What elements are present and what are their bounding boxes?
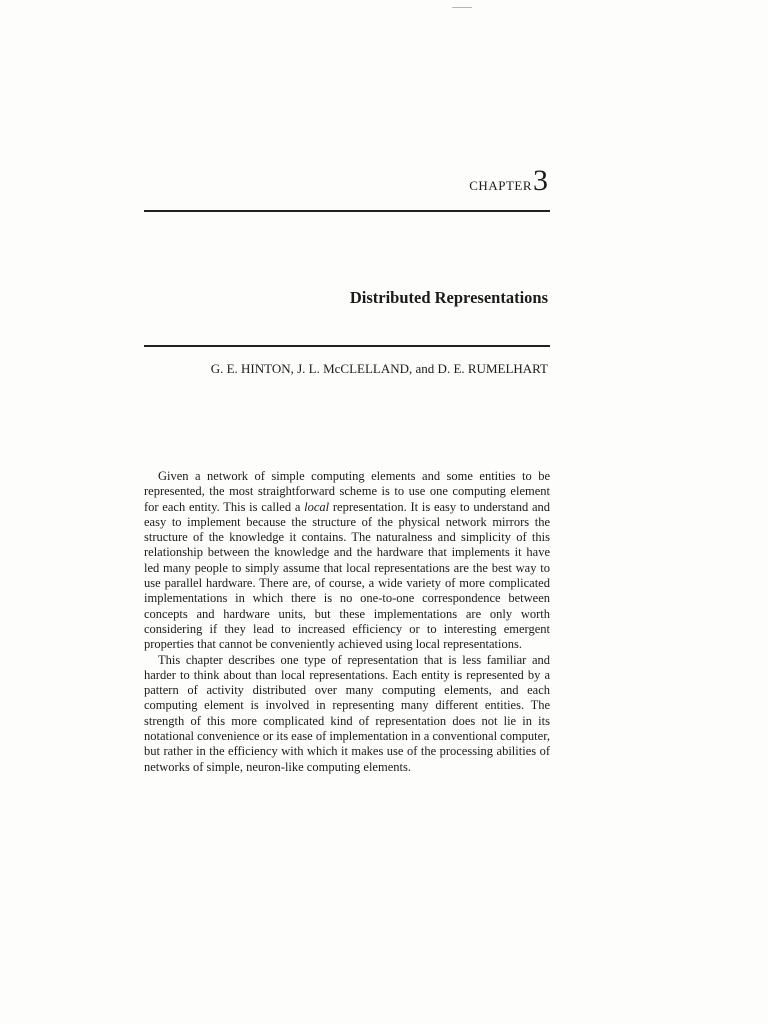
body-paragraph: This chapter describes one type of representation that is less familiar and harder to think about than local representations. Each entity is represented by a pattern of activity distributed over many computing elements, and each computing element is involved in representing many different entities. The strength of this more complicated kind of representation does not lie in its notational convenience or its ease of implementation in a conventional computer, but rather in the efficiency with which it makes use of the processing abilities of networks of simple, neuron-like computing elements.	[144, 652, 550, 774]
chapter-heading	[469, 166, 548, 196]
chapter-title: Distributed Representations	[349, 288, 548, 307]
scan-mark	[452, 7, 472, 8]
top-rule	[144, 210, 550, 212]
authors-line: G. E. HINTON, J. L. McCLELLAND, and D. E. RUMELHART	[210, 361, 548, 376]
chapter-body	[144, 469, 550, 775]
body-paragraph	[144, 469, 550, 653]
chapter-number: 3	[533, 164, 548, 197]
paragraph-text: representation. It is easy to understand and easy to implement because the structure of the physical network mirrors the structure of the knowledge it contains. The naturalness and simplicity of this relationship between the knowledge and the hardware that implements it have led many people to simply assume that local representations are the best way to use parallel hardware. There are, of course, a wide variety of more complicated implementations in which there is no one-to-one correspondence between concepts and hardware units, but these implementations are only worth considering if they lead to increased efficiency or to interesting emergent properties that cannot be conveniently achieved using local representations.	[144, 499, 550, 652]
paragraph-text: Given a network of simple computing elements and some entities to be represented, the most straightforward scheme is to use one computing element for each entity. This is called a	[144, 469, 550, 514]
chapter-label: CHAPTER	[469, 178, 532, 193]
emphasized-term: local	[304, 499, 330, 514]
bottom-rule	[144, 345, 550, 347]
